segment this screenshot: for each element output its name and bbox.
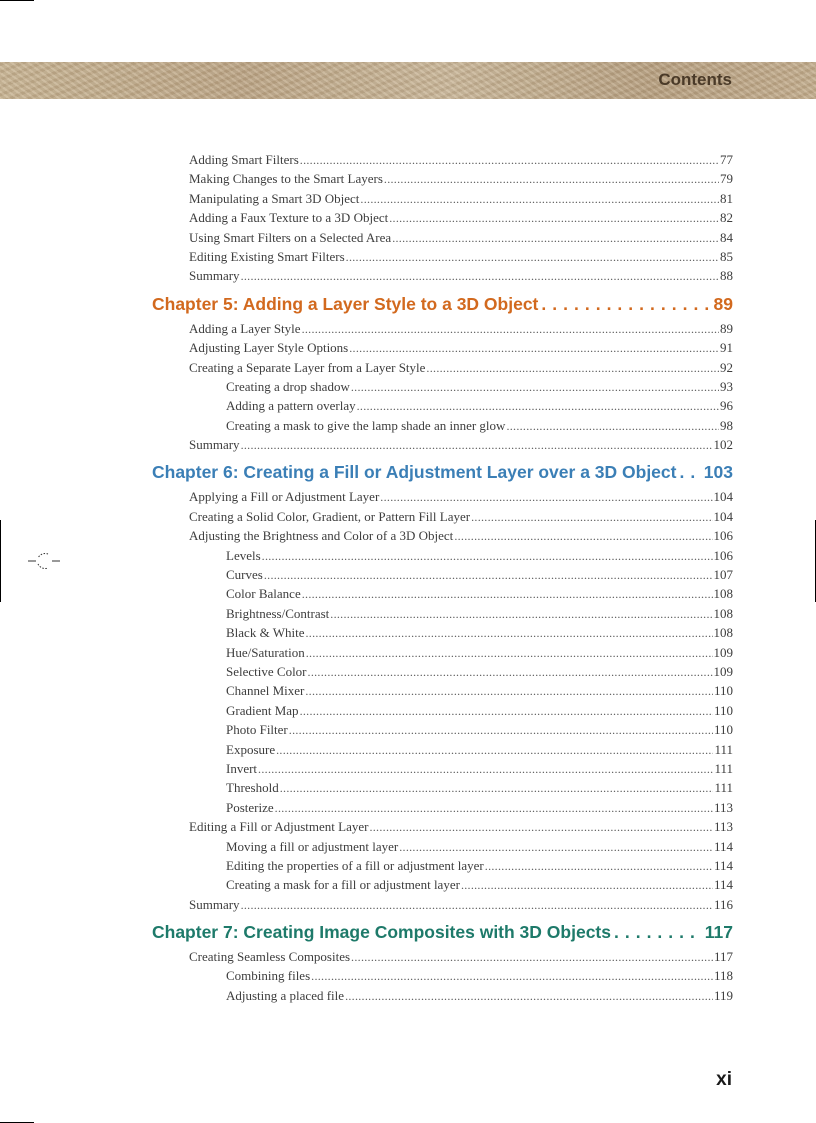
page-number: xi [716, 1069, 732, 1090]
toc-entry[interactable]: Adjusting the Brightness and Color of a 3D Object ..... 106 [152, 526, 733, 545]
toc-subentry[interactable]: Levels ..... 106 [152, 546, 733, 565]
toc-entry[interactable]: Adding a Faux Texture to a 3D Object ..... 82 [152, 208, 733, 227]
toc-entry[interactable]: Manipulating a Smart 3D Object ..... 81 [152, 189, 733, 208]
chapter-5-heading[interactable]: Chapter 5: Adding a Layer Style to a 3D Object ..... 89 [152, 290, 733, 319]
toc-subentry[interactable]: Creating a mask to give the lamp shade an inner glow ..... 98 [152, 416, 733, 435]
toc-subentry[interactable]: Selective Color ..... 109 [152, 662, 733, 681]
toc-subentry[interactable]: Gradient Map ..... 110 [152, 701, 733, 720]
toc-entry-summary[interactable]: Summary ..... 102 [152, 435, 733, 454]
toc-subentry[interactable]: Moving a fill or adjustment layer ..... 114 [152, 837, 733, 856]
crop-mark-top [0, 0, 34, 1]
toc-subentry[interactable]: Exposure ..... 111 [152, 740, 733, 759]
toc-subentry[interactable]: Curves ..... 107 [152, 565, 733, 584]
toc-entry[interactable]: Adding a Layer Style ..... 89 [152, 319, 733, 338]
crop-mark-left [0, 520, 1, 602]
toc-entry[interactable]: Creating a Separate Layer from a Layer Style ..... 92 [152, 358, 733, 377]
header-title: Contents [658, 70, 732, 89]
toc-subentry[interactable]: Hue/Saturation ..... 109 [152, 643, 733, 662]
chapter-7-heading[interactable]: Chapter 7: Creating Image Composites with 3D Objects ..... 117 [152, 918, 733, 947]
toc-entry-summary[interactable]: Summary ..... 116 [152, 895, 733, 914]
toc-entry[interactable]: Creating a Solid Color, Gradient, or Pattern Fill Layer ..... 104 [152, 507, 733, 526]
toc-entry[interactable]: Applying a Fill or Adjustment Layer ..... 104 [152, 487, 733, 506]
toc-entry[interactable]: Using Smart Filters on a Selected Area ..... 84 [152, 228, 733, 247]
toc-subentry[interactable]: Creating a drop shadow ..... 93 [152, 377, 733, 396]
table-of-contents [152, 150, 733, 1005]
registration-mark-icon [26, 548, 62, 574]
toc-subentry[interactable]: Editing the properties of a fill or adjustment layer ..... 114 [152, 856, 733, 875]
toc-subentry[interactable]: Channel Mixer ..... 110 [152, 681, 733, 700]
toc-subentry[interactable]: Adjusting a placed file ..... 119 [152, 986, 733, 1005]
toc-entry[interactable]: Editing a Fill or Adjustment Layer ..... 113 [152, 817, 733, 836]
toc-entry[interactable]: Editing Existing Smart Filters ..... 85 [152, 247, 733, 266]
chapter-6-heading[interactable]: Chapter 6: Creating a Fill or Adjustment Layer over a 3D Object ..... 103 [152, 458, 733, 487]
toc-entry[interactable]: Creating Seamless Composites ..... 117 [152, 947, 733, 966]
toc-entry-summary[interactable]: Summary ..... 88 [152, 266, 733, 285]
toc-entry[interactable]: Adjusting Layer Style Options ..... 91 [152, 338, 733, 357]
toc-subentry[interactable]: Threshold ..... 111 [152, 778, 733, 797]
toc-subentry[interactable]: Posterize ..... 113 [152, 798, 733, 817]
toc-subentry[interactable]: Adding a pattern overlay ..... 96 [152, 396, 733, 415]
header-banner [0, 62, 816, 99]
toc-subentry[interactable]: Black & White ..... 108 [152, 623, 733, 642]
toc-subentry[interactable]: Brightness/Contrast ..... 108 [152, 604, 733, 623]
toc-subentry[interactable]: Combining files ..... 118 [152, 966, 733, 985]
toc-subentry[interactable]: Invert ..... 111 [152, 759, 733, 778]
toc-entry[interactable]: Making Changes to the Smart Layers ..... 79 [152, 169, 733, 188]
toc-subentry[interactable]: Photo Filter ..... 110 [152, 720, 733, 739]
toc-subentry[interactable]: Creating a mask for a fill or adjustment layer ..... 114 [152, 875, 733, 894]
toc-entry[interactable]: Adding Smart Filters ..... 77 [152, 150, 733, 169]
toc-subentry[interactable]: Color Balance ..... 108 [152, 584, 733, 603]
